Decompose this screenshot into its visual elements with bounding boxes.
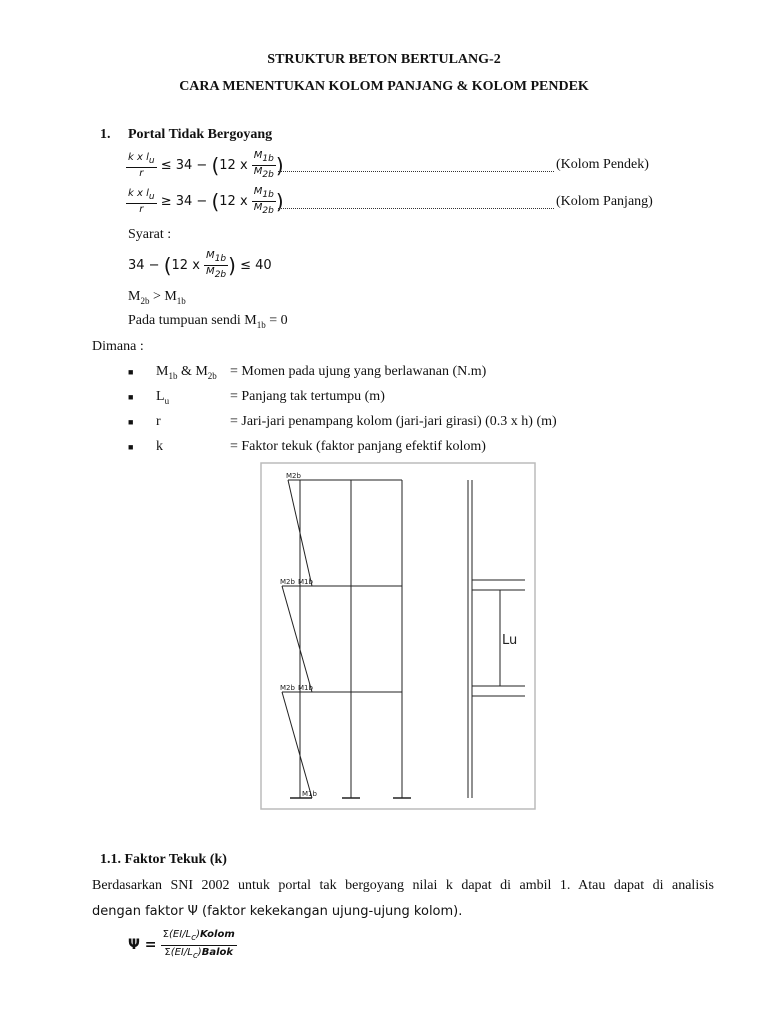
psi-equation: Ψ = $\frac{\Sigma(EI/L_c)Kolom}{\Sigma(EI/L_c)Balok}$: [128, 929, 235, 961]
moment-label: M1b: [302, 790, 317, 798]
equation-kolom-pendek: $\frac{k x l_u}{r}$ ≤ 34 − (12 x $\frac{M_{1b}}{M_{2b}}$ ): [128, 150, 284, 180]
fraction-klu-r: $\frac{k x l_u}{r}$: [128, 152, 155, 179]
psi-numerator: $\Sigma(EI/L_c)Kolom$: [161, 928, 237, 946]
moment-label: M1b: [298, 578, 313, 586]
dimana-label: Dimana :: [92, 339, 144, 354]
paragraph-line: Berdasarkan SNI 2002 untuk portal tak bergoyang nilai k dapat di ambil 1. Atau dapat di analisis: [92, 878, 714, 893]
moment-label: M2b: [280, 578, 295, 586]
list-item-desc: = Momen pada ujung yang berlawanan (N.m): [230, 364, 487, 379]
label-kolom-pendek: (Kolom Pendek): [556, 157, 649, 172]
section-number: 1.: [100, 127, 111, 142]
list-item: [128, 364, 133, 380]
lu-label: Lu: [502, 633, 518, 648]
list-item-desc: = Jari-jari penampang kolom (jari-jari girasi) (0.3 x h) (m): [230, 414, 557, 429]
paragraph: [92, 873, 714, 925]
list-item: [128, 389, 133, 405]
bullet-icon: ■: [128, 442, 134, 452]
list-item: [128, 414, 133, 430]
leader-dots: [278, 198, 554, 209]
list-item-symbol: k: [156, 439, 163, 454]
psi-denominator: $\Sigma(EI/L_c)Balok$: [164, 947, 234, 961]
document-title: STRUKTUR BETON BERTULANG-2: [267, 52, 501, 67]
document-subtitle: CARA MENENTUKAN KOLOM PANJANG & KOLOM PENDEK: [179, 79, 589, 94]
condition-tumpuan-sendi: Pada tumpuan sendi $M_{1b} = 0$: [128, 313, 288, 330]
equation-kolom-panjang: $\frac{k x l_u}{r}$ ≥ 34 − (12 x $\frac{M_{1b}}{M_{2b}}$ ): [128, 186, 284, 216]
moment-label: M2b: [286, 472, 301, 480]
subsection-title: 1.1. Faktor Tekuk (k): [100, 852, 227, 867]
paragraph-line: dengan faktor Ψ (faktor kekekangan ujung-ujung kolom).: [92, 904, 463, 919]
bullet-icon: ■: [128, 392, 134, 402]
condition-m2b-m1b: $M_{2b} > M_{1b}$: [128, 289, 186, 306]
list-item-symbol: r: [156, 414, 161, 429]
fraction-m1b-m2b: $\frac{M_{1b}}{M_{2b}}$: [253, 150, 274, 180]
equation-syarat: 34 − (12 x $\frac{M_{1b}}{M_{2b}}$ ) ≤ 40: [128, 250, 272, 280]
list-item-desc: = Panjang tak tertumpu (m): [230, 389, 385, 404]
bullet-icon: ■: [128, 367, 134, 377]
psi-fraction: [161, 928, 237, 963]
leader-dots: [278, 161, 554, 172]
list-item-symbol: $M_{1b}$ & $M_{2b}$: [156, 364, 217, 381]
label-kolom-panjang: (Kolom Panjang): [556, 194, 653, 209]
fraction-klu-r: $\frac{k x l_u}{r}$: [128, 188, 155, 215]
moment-label: M1b: [298, 684, 313, 692]
list-item-symbol: $L_u$: [156, 389, 170, 406]
portal-frame-figure: [260, 462, 536, 810]
section-title: Portal Tidak Bergoyang: [128, 127, 273, 142]
bullet-icon: ■: [128, 417, 134, 427]
fraction-m1b-m2b: $\frac{M_{1b}}{M_{2b}}$: [253, 186, 274, 216]
syarat-label: Syarat :: [128, 227, 172, 242]
moment-label: M2b: [280, 684, 295, 692]
list-item-desc: = Faktor tekuk (faktor panjang efektif kolom): [230, 439, 486, 454]
fraction-m1b-m2b: $\frac{M_{1b}}{M_{2b}}$: [206, 250, 227, 280]
list-item: [128, 439, 133, 455]
